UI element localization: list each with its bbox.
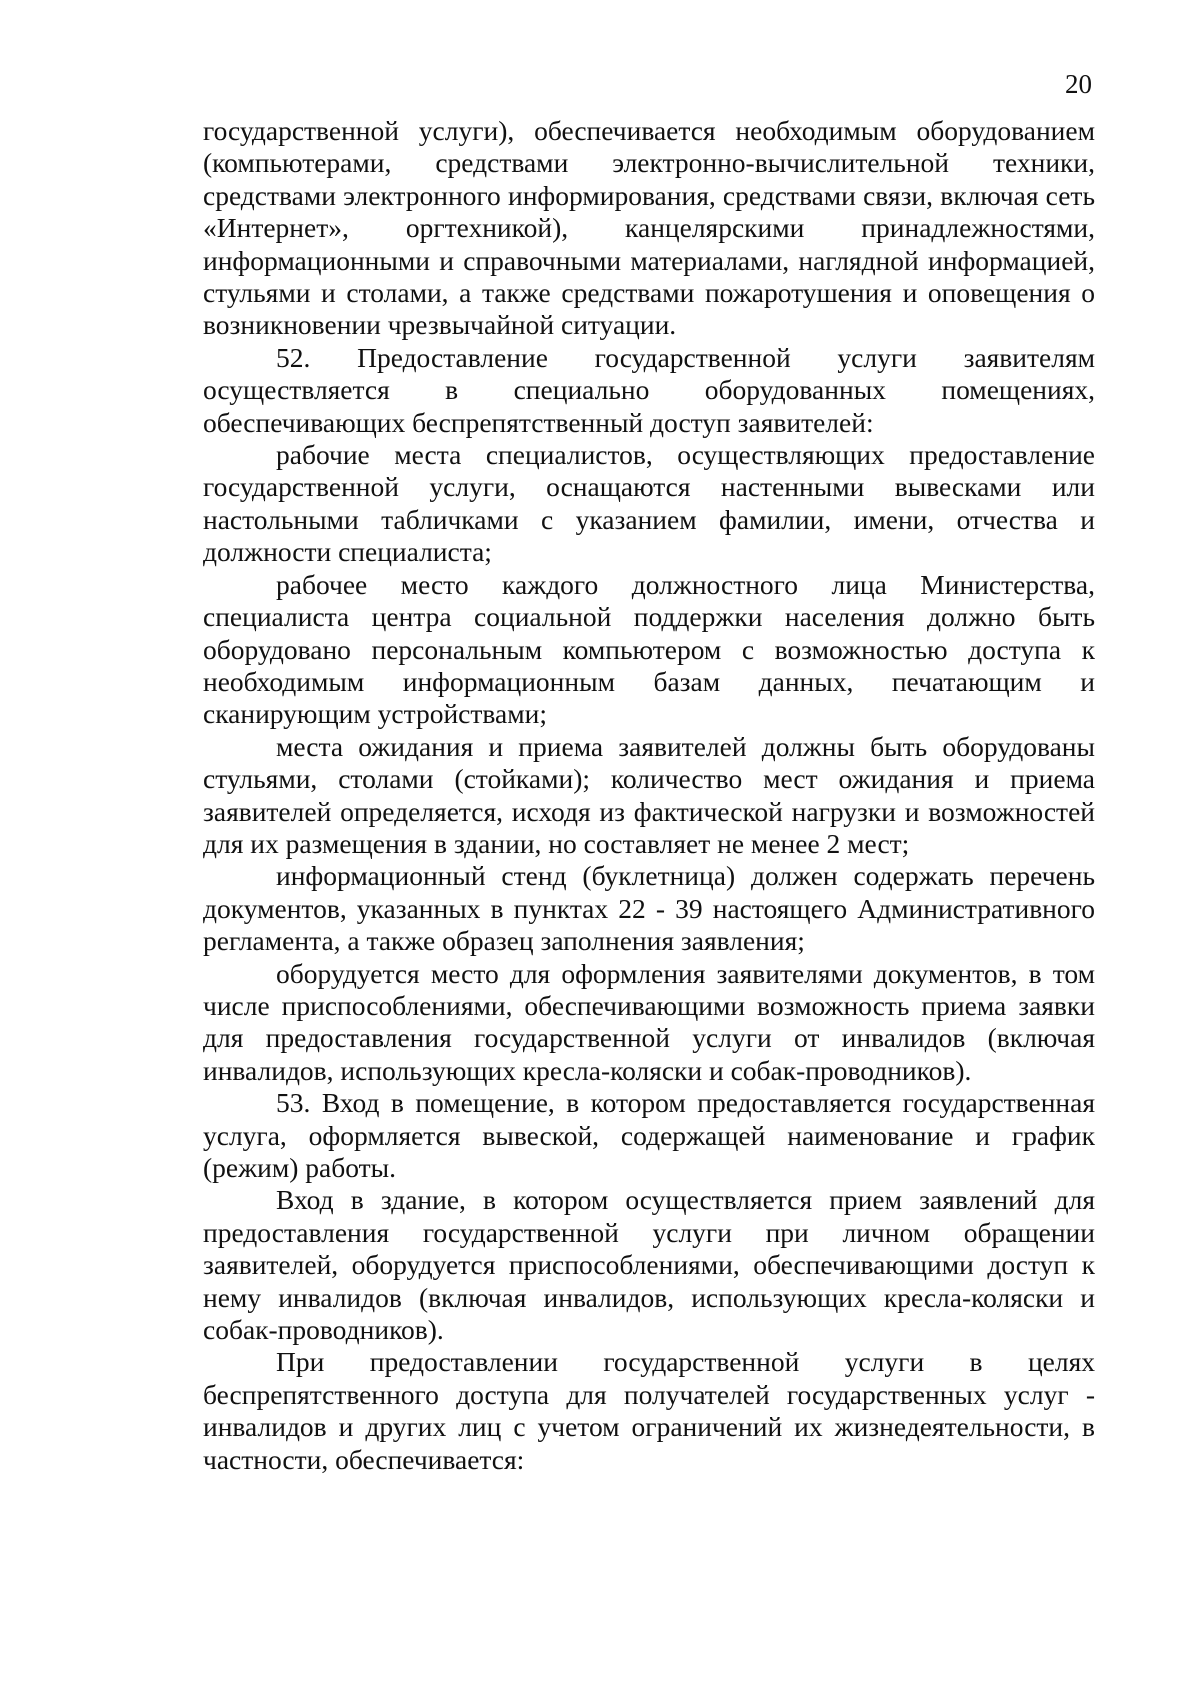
paragraph-accessibility: При предоставлении государственной услуги в целях беспрепятственного доступа для получателей государственных услуг - инвалидов и других лиц с учетом ограничений их жизнедеятельности, в частности, обеспечивается:: [203, 1346, 1095, 1475]
paragraph-building-entrance: Вход в здание, в котором осуществляется прием заявлений для предоставления государственной услуги при личном обращении заявителей, оборудуется приспособлениями, обеспечивающими доступ к нему инвалидов (включая инвалидов, использующих кресла-коляски и собак-проводников).: [203, 1184, 1095, 1346]
paragraph-info-stand: информационный стенд (буклетница) должен содержать перечень документов, указанных в пунктах 22 - 39 настоящего Административного регламента, а также образец заполнения заявления;: [203, 860, 1095, 957]
paragraph-workstation: рабочее место каждого должностного лица Министерства, специалиста центра социальной поддержки населения должно быть оборудовано персональным компьютером с возможностью доступа к необходимым информационным базам данных, печатающим и сканирующим устройствами;: [203, 568, 1095, 730]
paragraph-continuation: государственной услуги), обеспечивается необходимым оборудованием (компьютерами, средствами электронно-вычислительной техники, средствами электронного информирования, средствами связи, включая сеть «Интернет», оргтехникой), канцелярскими принадлежностями, информационными и справочными материалами, наглядной информацией, стульями и столами, а также средствами пожаротушения и оповещения о возникновении чрезвычайной ситуации.: [203, 115, 1095, 341]
page-number: 20: [1065, 69, 1092, 99]
document-body: [203, 115, 1095, 1476]
paragraph-clause-52: 52. Предоставление государственной услуги заявителям осуществляется в специально оборудованных помещениях, обеспечивающих беспрепятственный доступ заявителей:: [203, 341, 1095, 438]
paragraph-workplaces: рабочие места специалистов, осуществляющих предоставление государственной услуги, оснащаются настенными вывесками или настольными табличками с указанием фамилии, имени, отчества и должности специалиста;: [203, 439, 1095, 568]
paragraph-document-area: оборудуется место для оформления заявителями документов, в том числе приспособлениями, обеспечивающими возможность приема заявки для предоставления государственной услуги от инвалидов (включая инвалидов, использующих кресла-коляски и собак-проводников).: [203, 957, 1095, 1086]
paragraph-clause-53: 53. Вход в помещение, в котором предоставляется государственная услуга, оформляется вывеской, содержащей наименование и график (режим) работы.: [203, 1087, 1095, 1183]
paragraph-waiting-area: места ожидания и приема заявителей должны быть оборудованы стульями, столами (стойками); количество мест ожидания и приема заявителей определяется, исходя из фактической нагрузки и возможностей для их размещения в здании, но составляет не менее 2 мест;: [203, 730, 1095, 859]
